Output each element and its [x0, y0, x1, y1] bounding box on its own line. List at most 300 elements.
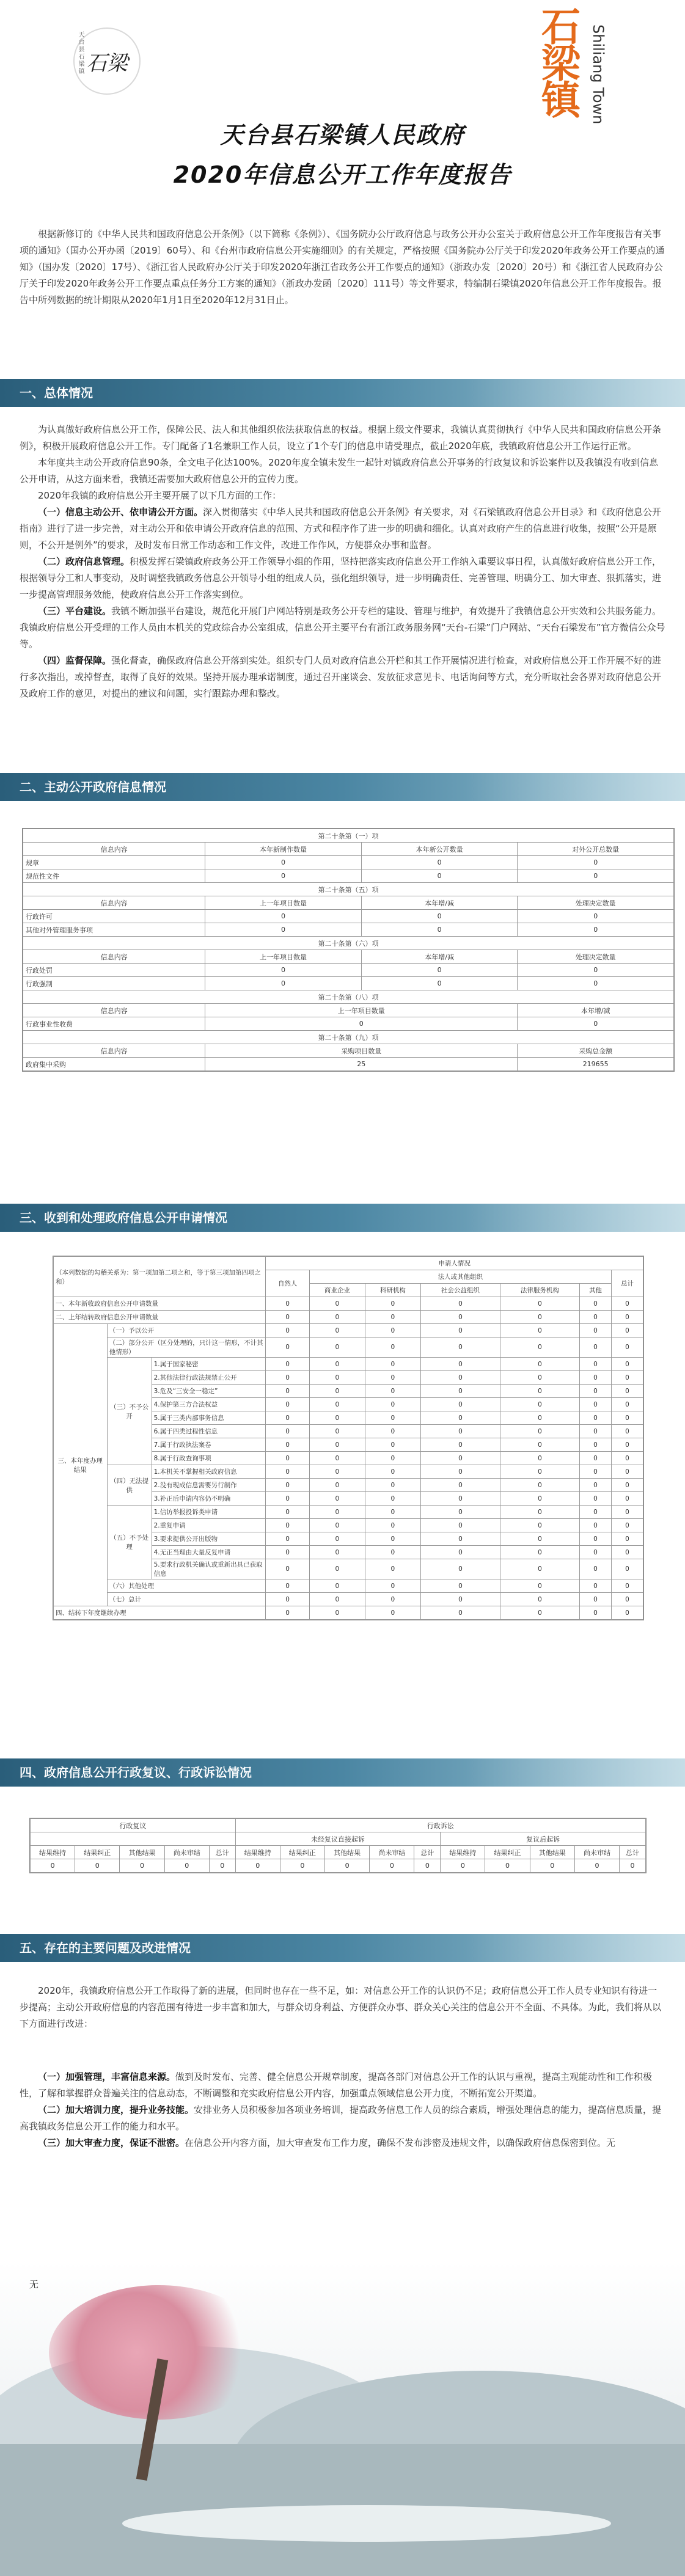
overview-p7-text: 强化督查，确保政府信息公开落到实处。组织专门人员对政府信息公开栏和其工作开展情况进行检查，对政府信息公开工作开展不好的进行多次指出，或掉督查，取得了良好的效果。坚持开展办理承诺制度，通过召开座谈会、发放征求意见卡、电话询问等方式，充分听取社会各界对政府信息公开及政府工作的意见，对提出的建议和问题，实行跟踪办理和整改。: [20, 655, 662, 699]
column-header: 尚未审结: [164, 1846, 209, 1859]
h-res: 科研机构: [365, 1284, 420, 1297]
cell: 0: [266, 1546, 310, 1559]
cell: 0: [365, 1425, 420, 1438]
cell: 0: [309, 1506, 365, 1519]
cell: 0: [611, 1371, 643, 1385]
cell: 0: [579, 1606, 611, 1620]
cell: 0: [579, 1492, 611, 1506]
table-row: [54, 1324, 643, 1337]
h-info: 信息内容: [23, 1004, 205, 1017]
cell: 0: [309, 1593, 365, 1606]
cell: 0: [500, 1311, 579, 1324]
cell: 0: [266, 1358, 310, 1371]
cell: 0: [579, 1579, 611, 1593]
section-title: 一、总体情况: [20, 386, 93, 400]
cell: 0: [500, 1371, 579, 1385]
cell: 0: [500, 1452, 579, 1465]
cell: 0: [611, 1546, 643, 1559]
h-info: 信息内容: [23, 1044, 205, 1058]
column-header: 其他结果: [530, 1846, 574, 1859]
cell: 0: [280, 1859, 324, 1873]
review-column-headers: [31, 1846, 646, 1859]
cell: 0: [500, 1579, 579, 1593]
cell: 0: [500, 1438, 579, 1452]
cell: 0: [611, 1324, 643, 1337]
column-header: 结果纠正: [75, 1846, 120, 1859]
cell: 0: [500, 1398, 579, 1411]
cell: 0: [205, 1017, 518, 1031]
table-row: [54, 1465, 643, 1479]
h-after: 复议后起诉: [441, 1832, 646, 1846]
cell: 0: [611, 1438, 643, 1452]
cell: 0: [579, 1532, 611, 1546]
h-prev: 上一年项目数量: [205, 896, 362, 910]
caption-4: 第二十条第（八）项: [23, 990, 674, 1004]
cell: 0: [309, 1385, 365, 1398]
cell: 0: [500, 1519, 579, 1532]
table-row: [54, 1358, 643, 1371]
row-label: 规章: [23, 856, 205, 869]
row-label: 5.属于三类内部事务信息: [152, 1411, 266, 1425]
cell: 0: [518, 910, 674, 923]
h-chg: 本年增/减: [518, 1004, 674, 1017]
cell: 0: [309, 1479, 365, 1492]
cell: 0: [309, 1411, 365, 1425]
cell: 0: [420, 1337, 500, 1358]
h-prev: 上一年项目数量: [205, 1004, 518, 1017]
cell: 0: [420, 1492, 500, 1506]
cell: 0: [309, 1425, 365, 1438]
group-label: （五）不予处理: [107, 1506, 152, 1579]
overview-p4-text: 深入贯彻落实《中华人民共和国政府信息公开条例》有关要求，对《石梁镇政府信息公开目录》和《政府信息公开指南》进行了进一步完善，对主动公开和依申请公开政府信息的范围、方式和程序作了进一步的明确和细化。认真对政府产生的信息进行收集，按照“公开是原则，不公开是例外”的要求，及时发布日常工作动态和工作文件，改进工作作风，方便群众办事和监督。: [20, 507, 662, 551]
applications-table-body: [54, 1297, 643, 1620]
section-title: 五、存在的主要问题及改进情况: [20, 1941, 191, 1955]
cell: 0: [420, 1398, 500, 1411]
cell: 0: [266, 1425, 310, 1438]
cell: 0: [266, 1337, 310, 1358]
cell: 0: [266, 1559, 310, 1579]
cell: 0: [579, 1371, 611, 1385]
cell: 0: [309, 1452, 365, 1465]
table-row: [54, 1311, 643, 1324]
overview-p2: 本年度共主动公开政府信息90条，全文电子化达100%。2020年度全镇未发生一起针对镇政府信息公开事务的行政复议和诉讼案件以及我镇没有收到信息公开申请，从这方面来看，我镇还需要加大政府信息公开的宣传力度。: [20, 457, 659, 485]
cell: 0: [420, 1559, 500, 1579]
table-row: [54, 1297, 643, 1311]
cell: 0: [309, 1398, 365, 1411]
row-label: 2.其他法律行政法规禁止公开: [152, 1371, 266, 1385]
cell: 0: [266, 1593, 310, 1606]
cell: 0: [500, 1337, 579, 1358]
group-label: 三、本年度办理结果: [54, 1324, 108, 1606]
cell: 0: [500, 1297, 579, 1311]
caption-2: 第二十条第（五）项: [23, 883, 674, 896]
cell: 0: [500, 1532, 579, 1546]
cell: 0: [420, 1452, 500, 1465]
section-bar-applications: [0, 1204, 685, 1232]
cell: 0: [611, 1411, 643, 1425]
cell: 0: [500, 1465, 579, 1479]
cell: 0: [361, 910, 518, 923]
overview-p5-text: 积极发挥石梁镇政府政务公开工作领导小组的作用，坚持把落实政府信息公开工作纳入重要议事日程，认真做好政府信息公开工作，根据领导分工和人事变动，及时调整我镇政务信息公开领导小组的组成人员，强化组织领导，进一步明确责任、完善管理、明确分工、加大审查、狠抓落实，进一步提高管理服务效能，使政府信息公开工作落实到位。: [20, 556, 662, 600]
h-prev: 上一年项目数量: [205, 950, 362, 964]
cell: 0: [365, 1398, 420, 1411]
cell: 0: [205, 977, 362, 990]
overview-p5: [20, 554, 665, 603]
table-row: [54, 1337, 643, 1358]
cell: 0: [365, 1311, 420, 1324]
cell: 0: [500, 1546, 579, 1559]
cell: 0: [266, 1411, 310, 1425]
cell: 0: [611, 1297, 643, 1311]
cell: 0: [500, 1506, 579, 1519]
cell: 0: [365, 1385, 420, 1398]
cell: 0: [611, 1559, 643, 1579]
cell: 0: [420, 1297, 500, 1311]
cell: 0: [309, 1532, 365, 1546]
group-label: （四）无法提供: [107, 1465, 152, 1506]
row-label: 7.属于行政执法案卷: [152, 1438, 266, 1452]
cell: 0: [420, 1519, 500, 1532]
town-seal-logo: [73, 27, 141, 125]
cell: 0: [75, 1859, 120, 1873]
issues-p4: [20, 2135, 665, 2151]
cell: 0: [266, 1371, 310, 1385]
column-header: 总计: [620, 1846, 646, 1859]
cell: 0: [235, 1859, 280, 1873]
table-row: [54, 1606, 643, 1620]
seal-vertical-text: 天台县石梁镇: [77, 31, 84, 75]
issues-p3: [20, 2102, 665, 2135]
cell: 0: [365, 1506, 420, 1519]
brand-english: Shiliang Town: [590, 24, 607, 125]
cell: 0: [611, 1579, 643, 1593]
column-header: 总计: [414, 1846, 441, 1859]
cell: 0: [365, 1337, 420, 1358]
overview-body: [20, 422, 665, 702]
blank: [31, 1832, 236, 1846]
h-new-pub: 本年新公开数量: [361, 843, 518, 856]
row-label: 1.信访举报投诉类申请: [152, 1506, 266, 1519]
cell: 0: [266, 1324, 310, 1337]
cell: 0: [365, 1371, 420, 1385]
cell: 25: [205, 1058, 518, 1071]
row-label: 1.本机关不掌握相关政府信息: [152, 1465, 266, 1479]
cell: 0: [579, 1559, 611, 1579]
cell: 0: [309, 1606, 365, 1620]
cell: 0: [420, 1425, 500, 1438]
cell: 0: [361, 977, 518, 990]
cell: 0: [266, 1492, 310, 1506]
intro-paragraph: 根据新修订的《中华人民共和国政府信息公开条例》（以下简称《条例》）、《国务院办公厅政府信息与政务公开办公室关于政府信息公开工作年度报告有关事项的通知》（国办公开办函〔2019〕60号）、和《台州市政府信息公开实施细则》的有关规定，严格按照《国务院办公厅关于印发2020年政务公开工作要点的通知》（国办发〔2020〕17号）、《浙江省人民政府办公厅关于印发2020年浙江省政务公开工作要点的通知》（浙政办发〔2020〕20号）和《浙江省人民政府办公厅关于印发2020年政务公开工作要点重点任务分工方案的通知》（浙政办发函〔2020〕111号）等文件要求，特编制石梁镇2020年信息公开工作年度报告。报告中所列数据的统计期限从2020年1月1日至2020年12月31日止。: [20, 229, 665, 306]
cell: 0: [579, 1425, 611, 1438]
column-header: 结果维持: [31, 1846, 75, 1859]
cell: 0: [266, 1398, 310, 1411]
cell: 0: [309, 1465, 365, 1479]
row-label: 行政强制: [23, 977, 205, 990]
row-label: （七）总计: [107, 1593, 266, 1606]
cell: 0: [309, 1371, 365, 1385]
cell: 0: [611, 1593, 643, 1606]
row-label: 政府集中采购: [23, 1058, 205, 1071]
cell: 0: [579, 1311, 611, 1324]
issues-p4-text: 在信息公开内容方面，加大审查发布工作力度，确保不发布涉密及违规文件，以确保政府信息保密到位。无: [185, 2137, 616, 2148]
cell: 0: [309, 1311, 365, 1324]
h-other: 其他: [579, 1284, 611, 1297]
h-proc: 处理决定数量: [518, 896, 674, 910]
issues-p3-heading: （二）加大培训力度，提升业务技能。: [38, 2104, 194, 2115]
cell: 0: [420, 1606, 500, 1620]
cell: 0: [611, 1519, 643, 1532]
cell: 0: [205, 856, 362, 869]
overview-p6: [20, 603, 665, 653]
cell: 0: [485, 1859, 530, 1873]
cell: 0: [500, 1492, 579, 1506]
section-title: 三、收到和处理政府信息公开申请情况: [20, 1210, 227, 1225]
cell: 0: [420, 1358, 500, 1371]
row-label: （一）予以公开: [107, 1324, 266, 1337]
cell: 0: [365, 1579, 420, 1593]
h-suit: 行政诉讼: [235, 1819, 645, 1832]
cell: 0: [579, 1398, 611, 1411]
seal-text: 石梁: [86, 51, 128, 76]
cell: 0: [209, 1859, 235, 1873]
table-row: [54, 1593, 643, 1606]
cell: 0: [365, 1324, 420, 1337]
row-label: 6.属于四类过程性信息: [152, 1425, 266, 1438]
column-header: 尚未审结: [370, 1846, 414, 1859]
cell: 0: [365, 1532, 420, 1546]
overview-p7-heading: （四）监督保障。: [38, 655, 112, 666]
row-label: 规范性文件: [23, 869, 205, 883]
overview-p5-heading: （二）政府信息管理。: [38, 556, 130, 567]
cell: 0: [579, 1411, 611, 1425]
row-label: 3.危及“三安全一稳定”: [152, 1385, 266, 1398]
cell: 0: [309, 1324, 365, 1337]
cell: 0: [164, 1859, 209, 1873]
cell: 219655: [518, 1058, 674, 1071]
overview-p7: [20, 653, 665, 702]
corner-note: （本列数据的勾稽关系为：第一项加第二项之和，等于第三项加第四项之和）: [54, 1257, 266, 1297]
cell: 0: [414, 1859, 441, 1873]
cell: 0: [361, 869, 518, 883]
h-apply: 申请人情况: [266, 1257, 643, 1270]
h-law: 法律服务机构: [500, 1284, 579, 1297]
cell: 0: [266, 1532, 310, 1546]
overview-p4: [20, 504, 665, 554]
cell: 0: [266, 1479, 310, 1492]
issues-p1: 2020年，我镇政府信息公开工作取得了新的进展，但同时也存在一些不足，如：对信息公开工作的认识仍不足；政府信息公开工作人员专业知识有待进一步提高；主动公开政府信息的内容范围有待进一步丰富和加大，与群众切身利益、方便群众办事、群众关心关注的信息公开不全面、不具体。为此，我们将从以下方面进行改进：: [20, 1985, 662, 2029]
cell: 0: [266, 1297, 310, 1311]
cell: 0: [579, 1519, 611, 1532]
overview-p3: 2020年我镇的政府信息公开主要开展了以下几方面的工作：: [38, 490, 282, 501]
cell: 0: [611, 1465, 643, 1479]
section-bar-issues: [0, 1934, 685, 1962]
cell: 0: [500, 1324, 579, 1337]
h-info: 信息内容: [23, 843, 205, 856]
row-label: 二、上年结转政府信息公开申请数量: [54, 1311, 266, 1324]
row-label: 2.没有现成信息需要另行制作: [152, 1479, 266, 1492]
cell: 0: [500, 1385, 579, 1398]
cell: 0: [266, 1452, 310, 1465]
cell: 0: [365, 1438, 420, 1452]
section-bar-active-disclosure: [0, 773, 685, 801]
cell: 0: [441, 1859, 485, 1873]
cell: 0: [579, 1297, 611, 1311]
cell: 0: [266, 1606, 310, 1620]
caption-1: 第二十条第（一）项: [23, 829, 674, 843]
cell: 0: [266, 1506, 310, 1519]
overview-p4-heading: （一）信息主动公开、依申请公开方面。: [38, 507, 203, 518]
cell: 0: [611, 1479, 643, 1492]
cell: 0: [420, 1593, 500, 1606]
issues-p4-heading: （三）加大审查力度，保证不泄密。: [38, 2137, 185, 2148]
cell: 0: [266, 1519, 310, 1532]
cell: 0: [579, 1438, 611, 1452]
cell: 0: [309, 1492, 365, 1506]
cell: 0: [266, 1311, 310, 1324]
cell: 0: [500, 1358, 579, 1371]
h-soc: 社会公益组织: [420, 1284, 500, 1297]
cell: 0: [420, 1546, 500, 1559]
active-disclosure-table: [22, 828, 675, 1072]
issues-p3-text: 安排业务人员积极参加各项业务培训，提高政务信息工作人员的综合素质，增强处理信息的能力，提高信息质量，提高我镇政务信息公开工作的能力和水平。: [20, 2104, 662, 2132]
column-header: 其他结果: [120, 1846, 164, 1859]
cell: 0: [611, 1452, 643, 1465]
cell: 0: [205, 923, 362, 937]
row-label: 行政许可: [23, 910, 205, 923]
cell: 0: [266, 1438, 310, 1452]
cell: 0: [309, 1337, 365, 1358]
h-biz: 商业企业: [309, 1284, 365, 1297]
cell: 0: [500, 1559, 579, 1579]
row-label: （二）部分公开（区分处理的，只计这一情形，不计其他情形）: [107, 1337, 266, 1358]
report-header: [0, 0, 685, 188]
brand-chinese: 石梁镇: [535, 6, 581, 116]
cell: 0: [579, 1593, 611, 1606]
row-label: 8.属于行政查询事项: [152, 1452, 266, 1465]
cell: 0: [518, 1017, 674, 1031]
caption-3: 第二十条第（六）项: [23, 937, 674, 950]
cell: 0: [266, 1465, 310, 1479]
cell: 0: [309, 1519, 365, 1532]
town-brand-logo: [535, 6, 611, 128]
row-label: （六）其他处理: [107, 1579, 266, 1593]
h-info: 信息内容: [23, 896, 205, 910]
cell: 0: [611, 1337, 643, 1358]
issues-body: [20, 1983, 665, 2151]
cell: 0: [579, 1546, 611, 1559]
cell: 0: [365, 1546, 420, 1559]
cell: 0: [518, 977, 674, 990]
issues-p2: [20, 2069, 665, 2102]
h-review: 行政复议: [31, 1819, 236, 1832]
cell: 0: [500, 1425, 579, 1438]
cell: 0: [579, 1337, 611, 1358]
group-label: （三）不予公开: [107, 1358, 152, 1465]
cell: 0: [518, 869, 674, 883]
row-label: 行政事业性收费: [23, 1017, 205, 1031]
cell: 0: [611, 1358, 643, 1371]
cell: 0: [205, 910, 362, 923]
cell: 0: [309, 1546, 365, 1559]
cell: 0: [266, 1579, 310, 1593]
column-header: 总计: [209, 1846, 235, 1859]
cell: 0: [365, 1452, 420, 1465]
cell: 0: [611, 1311, 643, 1324]
cell: 0: [420, 1385, 500, 1398]
column-header: 其他结果: [325, 1846, 370, 1859]
cell: 0: [420, 1324, 500, 1337]
footer-note: 无: [29, 2279, 39, 2290]
cell: 0: [500, 1479, 579, 1492]
row-label: 4.无正当理由大量反复申请: [152, 1546, 266, 1559]
table-row: [54, 1579, 643, 1593]
section-bar-overview: [0, 379, 685, 407]
h-person: 自然人: [266, 1270, 310, 1297]
row-label: 四、结转下年度继续办理: [54, 1606, 266, 1620]
section-title: 二、主动公开政府信息情况: [20, 780, 166, 794]
cell: 0: [579, 1465, 611, 1479]
column-header: 结果纠正: [485, 1846, 530, 1859]
h-direct: 未经复议直接起诉: [235, 1832, 441, 1846]
cell: 0: [574, 1859, 619, 1873]
footer-landscape-illustration: [0, 2261, 685, 2576]
h-new-make: 本年新制作数量: [205, 843, 362, 856]
cell: 0: [365, 1411, 420, 1425]
cell: 0: [370, 1859, 414, 1873]
review-values-row: [31, 1859, 646, 1873]
review-litigation-table: [29, 1818, 647, 1873]
cell: 0: [611, 1506, 643, 1519]
cell: 0: [309, 1579, 365, 1593]
h-proc: 处理决定数量: [518, 950, 674, 964]
row-label: 其他对外管理服务事项: [23, 923, 205, 937]
title-line-1: 天台县石梁镇人民政府: [220, 122, 465, 148]
cell: 0: [365, 1593, 420, 1606]
cell: 0: [309, 1297, 365, 1311]
cell: 0: [325, 1859, 370, 1873]
cell: 0: [611, 1492, 643, 1506]
table-row: [54, 1506, 643, 1519]
cell: 0: [420, 1438, 500, 1452]
cell: 0: [420, 1532, 500, 1546]
cell: 0: [500, 1593, 579, 1606]
cell: 0: [365, 1492, 420, 1506]
cell: 0: [205, 964, 362, 977]
cell: 0: [579, 1506, 611, 1519]
cell: 0: [420, 1311, 500, 1324]
cell: 0: [611, 1385, 643, 1398]
cell: 0: [420, 1479, 500, 1492]
cell: 0: [611, 1398, 643, 1411]
column-header: 结果维持: [235, 1846, 280, 1859]
cell: 0: [205, 869, 362, 883]
column-header: 尚未审结: [574, 1846, 619, 1859]
h-legal: 法人或其他组织: [309, 1270, 611, 1284]
overview-p1: 为认真做好政府信息公开工作，保障公民、法人和其他组织依法获取信息的权益。根据上级文件要求，我镇认真贯彻执行《中华人民共和国政府信息公开条例》，积极开展政府信息公开工作。专门配备了1名兼职工作人员，设立了1个专门的信息申请受理点，截止2020年底，我镇政府信息公开工作运行正常。: [20, 424, 662, 452]
h-cnt: 采购项目数量: [205, 1044, 518, 1058]
cell: 0: [120, 1859, 164, 1873]
column-header: 结果纠正: [280, 1846, 324, 1859]
cell: 0: [420, 1579, 500, 1593]
cell: 0: [500, 1606, 579, 1620]
cell: 0: [365, 1479, 420, 1492]
cell: 0: [611, 1532, 643, 1546]
cell: 0: [579, 1479, 611, 1492]
row-label: 5.要求行政机关确认或重新出具已获取信息: [152, 1559, 266, 1579]
row-label: 2.重复申请: [152, 1519, 266, 1532]
cell: 0: [611, 1606, 643, 1620]
